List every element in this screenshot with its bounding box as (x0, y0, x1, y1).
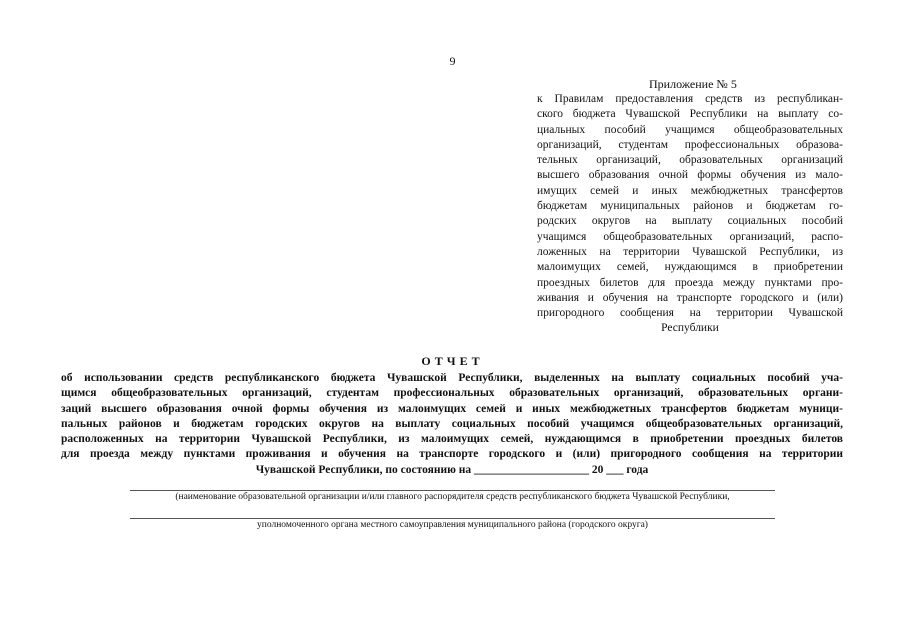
appendix-line: родских округов на выплату социальных пособий (537, 215, 843, 228)
fill-in-line (130, 518, 775, 519)
field-caption: (наименование образовательной организации и/или главного распорядителя средств республиканского бюджета Чувашской Республики, (175, 492, 730, 502)
report-subtitle-line: расположенных на территории Чувашской Республики, из малоимущих семей, нуждающимся в приобретении проездных билетов (61, 433, 843, 446)
appendix-line: живания и обучения на транспорте городского и (или) (537, 291, 843, 304)
report-title: ОТЧЕТ (421, 354, 484, 368)
appendix-line: Республики (661, 322, 719, 335)
report-subtitle (61, 371, 843, 478)
report-subtitle-line: об использовании средств республиканского бюджета Чувашской Республики, выделенных на выплату социальных пособий уча- (61, 372, 843, 384)
report-subtitle-line: заций высшего образования очной формы обучения из малоимущих семей и иных межбюджетных трансфертов бюджетам муници- (61, 402, 843, 415)
appendix-line: тельных организаций, образовательных организаций (537, 154, 843, 167)
appendix-line: малоимущих семей, нуждающимся в приобретении (537, 261, 843, 274)
appendix-line: ложенных на территории Чувашской Республики, из (537, 245, 843, 258)
appendix-line: имущих семей и иных межбюджетных трансфертов (537, 184, 843, 197)
fill-in-line (130, 490, 775, 491)
report-subtitle-line: для проезда между пунктами проживания и обучения на транспорте городского и (или) пригородного сообщения на территории (61, 448, 843, 461)
report-subtitle-line: Чувашской Республики, по состоянию на ____________________ 20 ___ года (255, 463, 649, 476)
appendix-line: к Правилам предоставления средств из республикан- (537, 93, 843, 105)
appendix-line: высшего образования очной формы обучения из мало- (537, 169, 843, 182)
appendix-line: организаций, студентам профессиональных образова- (537, 138, 843, 151)
report-subtitle-line: пальных районов и бюджетам городских округов на выплату социальных пособий учащимся общеобразовательных организаций, (61, 417, 843, 430)
page-number: 9 (449, 54, 456, 68)
appendix-line: ского бюджета Чувашской Республики на выплату со- (537, 108, 843, 121)
appendix-line: бюджетам муниципальных районов и бюджетам го- (537, 200, 843, 213)
field-caption: уполномоченного органа местного самоуправления муниципального района (городского округа) (257, 520, 648, 530)
appendix-line: учащимся общеобразовательных организаций, распо- (537, 230, 843, 243)
appendix-line: пригородного сообщения на территории Чувашской (537, 307, 843, 320)
appendix-text (537, 92, 843, 337)
report-subtitle-line: щимся общеобразовательных организаций, студентам профессиональных образовательных организаций, образовательных органи- (61, 387, 843, 400)
appendix-line: циальных пособий учащимся общеобразовательных (537, 123, 843, 136)
appendix-label: Приложение № 5 (649, 77, 737, 91)
appendix-line: проездных билетов для проезда между пунктами про- (537, 276, 843, 289)
